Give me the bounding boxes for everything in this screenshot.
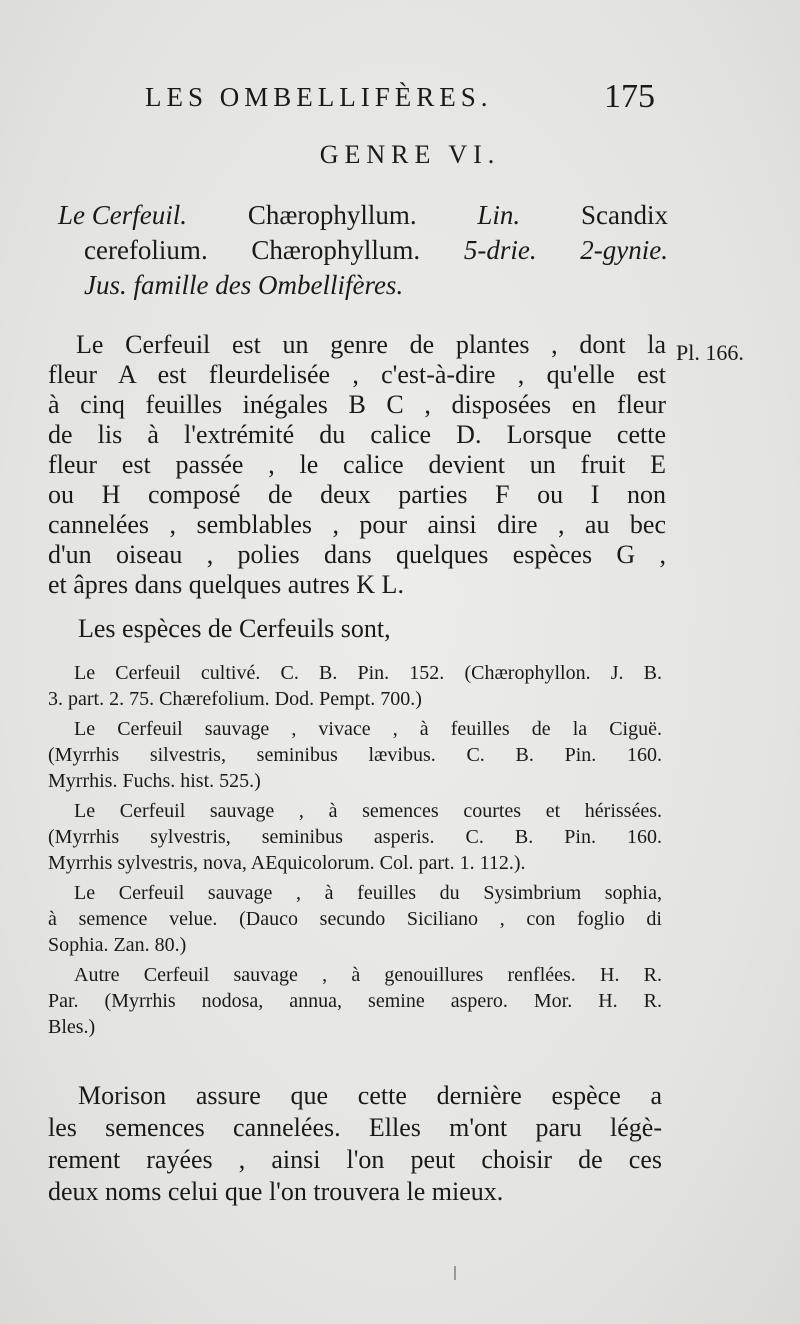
reference-line: Myrrhis sylvestris, nova, AEquicolorum. Col. part. 1. 112.). [48, 852, 526, 874]
reference-line: Bles.) [48, 1016, 96, 1038]
entry-latin: Chærophyllum. [247, 200, 417, 230]
reference-line: Le Cerfeuil sauvage , à semences courtes et hérissées. [74, 800, 662, 822]
text-line: deux noms celui que l'on trouvera le mieux. [48, 1177, 504, 1206]
page-number: 175 [604, 78, 655, 115]
text-line: Morison assure que cette dernière espèce a [78, 1081, 662, 1110]
reference-entry [48, 716, 662, 794]
entry-order: 2-gynie. [580, 235, 668, 265]
closing-paragraph [48, 1080, 662, 1208]
text-line: fleur est passée , le calice devient un fruit E [48, 450, 666, 479]
text-line: fleur A est fleurdelisée , c'est-à-dire , qu'elle est [48, 360, 666, 389]
entry-line-2 [58, 233, 668, 268]
text-line: les semences cannelées. Elles m'ont paru légè- [48, 1113, 662, 1142]
reference-entry [48, 880, 662, 958]
text-line: de lis à l'extrémité du calice D. Lorsque cette [48, 420, 666, 449]
reference-line: Le Cerfeuil sauvage , vivace , à feuilles de la Ciguë. [74, 718, 662, 740]
description-paragraph [48, 330, 666, 600]
running-title: LES OMBELLIFÈRES. [145, 82, 493, 112]
plate-reference: Pl. 166. [676, 340, 744, 365]
species-heading: Les espèces de Cerfeuils sont, [78, 614, 391, 643]
genre-heading: GENRE VI. [319, 140, 501, 169]
text-line: à cinq feuilles inégales B C , disposées en fleur [48, 390, 666, 419]
running-head [0, 80, 800, 120]
reference-line: (Myrrhis sylvestris, seminibus asperis. C. B. Pin. 160. [48, 826, 662, 848]
entry-latin-2: Chærophyllum. [251, 235, 421, 265]
reference-line: Par. (Myrrhis nodosa, annua, semine aspero. Mor. H. R. [48, 990, 662, 1012]
entry-synonym: Scandix [580, 200, 668, 230]
text-line: Le Cerfeuil est un genre de plantes , dont la [76, 330, 666, 359]
reference-line: Le Cerfeuil sauvage , à feuilles du Sysimbrium sophia, [74, 882, 662, 904]
reference-line: Myrrhis. Fuchs. hist. 525.) [48, 770, 261, 792]
ink-mark [454, 1266, 456, 1280]
reference-line: 3. part. 2. 75. Chærefolium. Dod. Pempt. 700.) [48, 688, 422, 710]
reference-line: Sophia. Zan. 80.) [48, 934, 187, 956]
reference-line: (Myrrhis silvestris, seminibus lævibus. C. B. Pin. 160. [48, 744, 662, 766]
text-line: cannelées , semblables , pour ainsi dire , au bec [48, 510, 666, 539]
reference-line: Le Cerfeuil cultivé. C. B. Pin. 152. (Chærophyllon. J. B. [74, 662, 662, 684]
entry-synonym-2: cerefolium. [84, 235, 208, 265]
text-line: rement rayées , ainsi l'on peut choisir de ces [48, 1145, 662, 1174]
reference-entry [48, 660, 662, 712]
entry-line-3: Jus. famille des Ombellifères. [84, 270, 404, 300]
text-line: ou H composé de deux parties F ou I non [48, 480, 666, 509]
species-references [48, 660, 662, 1044]
entry-heading [58, 198, 668, 303]
text-line: et âpres dans quelques autres K L. [48, 570, 404, 599]
text-line: d'un oiseau , polies dans quelques espèces G , [48, 540, 666, 569]
entry-class: 5-drie. [463, 235, 537, 265]
reference-line: Autre Cerfeuil sauvage , à genouillures renflées. H. R. [74, 964, 662, 986]
entry-name: Le Cerfeuil. [58, 200, 187, 230]
reference-entry [48, 962, 662, 1040]
reference-line: à semence velue. (Dauco secundo Siciliano , con foglio di [48, 908, 662, 930]
entry-line-1 [58, 198, 668, 233]
entry-author: Lin. [477, 200, 521, 230]
reference-entry [48, 798, 662, 876]
